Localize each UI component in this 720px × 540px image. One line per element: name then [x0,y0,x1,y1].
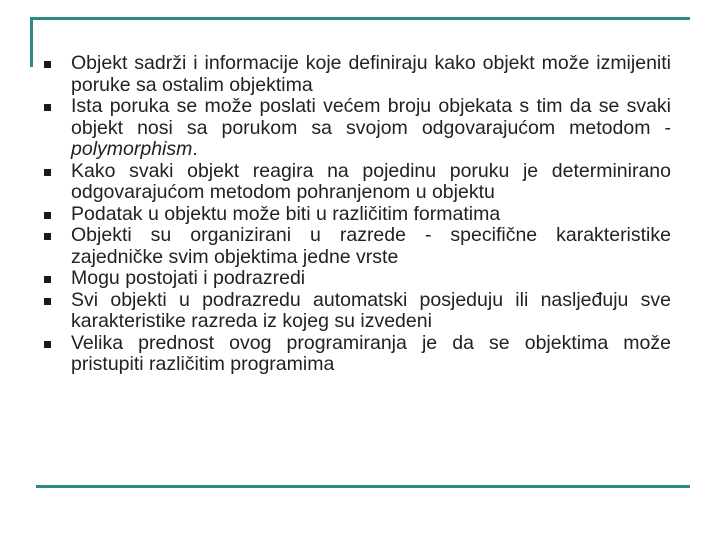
square-bullet-icon [44,169,51,176]
list-item-text: Mogu postojati i podrazredi [71,267,306,289]
square-bullet-icon [44,298,51,305]
list-item-text: Objekti su organizirani u razrede - specifične karakteristike zajedničke svim objektima jedne vrste [71,224,671,268]
square-bullet-icon [44,233,51,240]
square-bullet-icon [44,61,51,68]
list-item-text: Svi objekti u podrazredu automatski posjeduju ili nasljeđuju sve karakteristike razreda iz kojeg su izvedeni [71,288,671,332]
list-item [41,53,671,96]
frame-top-line [30,17,690,20]
list-item-text: Objekt sadrži i informacije koje definiraju kako objekt može izmijeniti poruke sa ostalim objektima [71,52,671,96]
list-item [41,268,671,290]
square-bullet-icon [44,276,51,283]
list-item [41,204,671,226]
square-bullet-icon [44,212,51,219]
bullet-list [41,53,671,376]
list-item-suffix: . [192,138,198,160]
list-item-text: Kako svaki objekt reagira na pojedinu poruku je determinirano odgovarajućom metodom pohranjenom u objektu [71,159,671,203]
frame-left-line [30,17,33,67]
list-item [41,96,671,161]
list-item [41,290,671,333]
list-item-emphasis: polymorphism [71,138,193,160]
square-bullet-icon [44,341,51,348]
square-bullet-icon [44,104,51,111]
list-item [41,333,671,376]
frame-bottom-line [36,485,690,488]
list-item-text: Ista poruka se može poslati većem broju objekata s tim da se svaki objekt nosi sa porukom sa svojom odgovarajućom metodom - [71,95,671,139]
list-item [41,225,671,268]
list-item [41,161,671,204]
list-item-text: Podatak u objektu može biti u različitim formatima [71,202,501,225]
list-item-text: Velika prednost ovog programiranja je da se objektima može pristupiti različitim programima [71,331,671,375]
